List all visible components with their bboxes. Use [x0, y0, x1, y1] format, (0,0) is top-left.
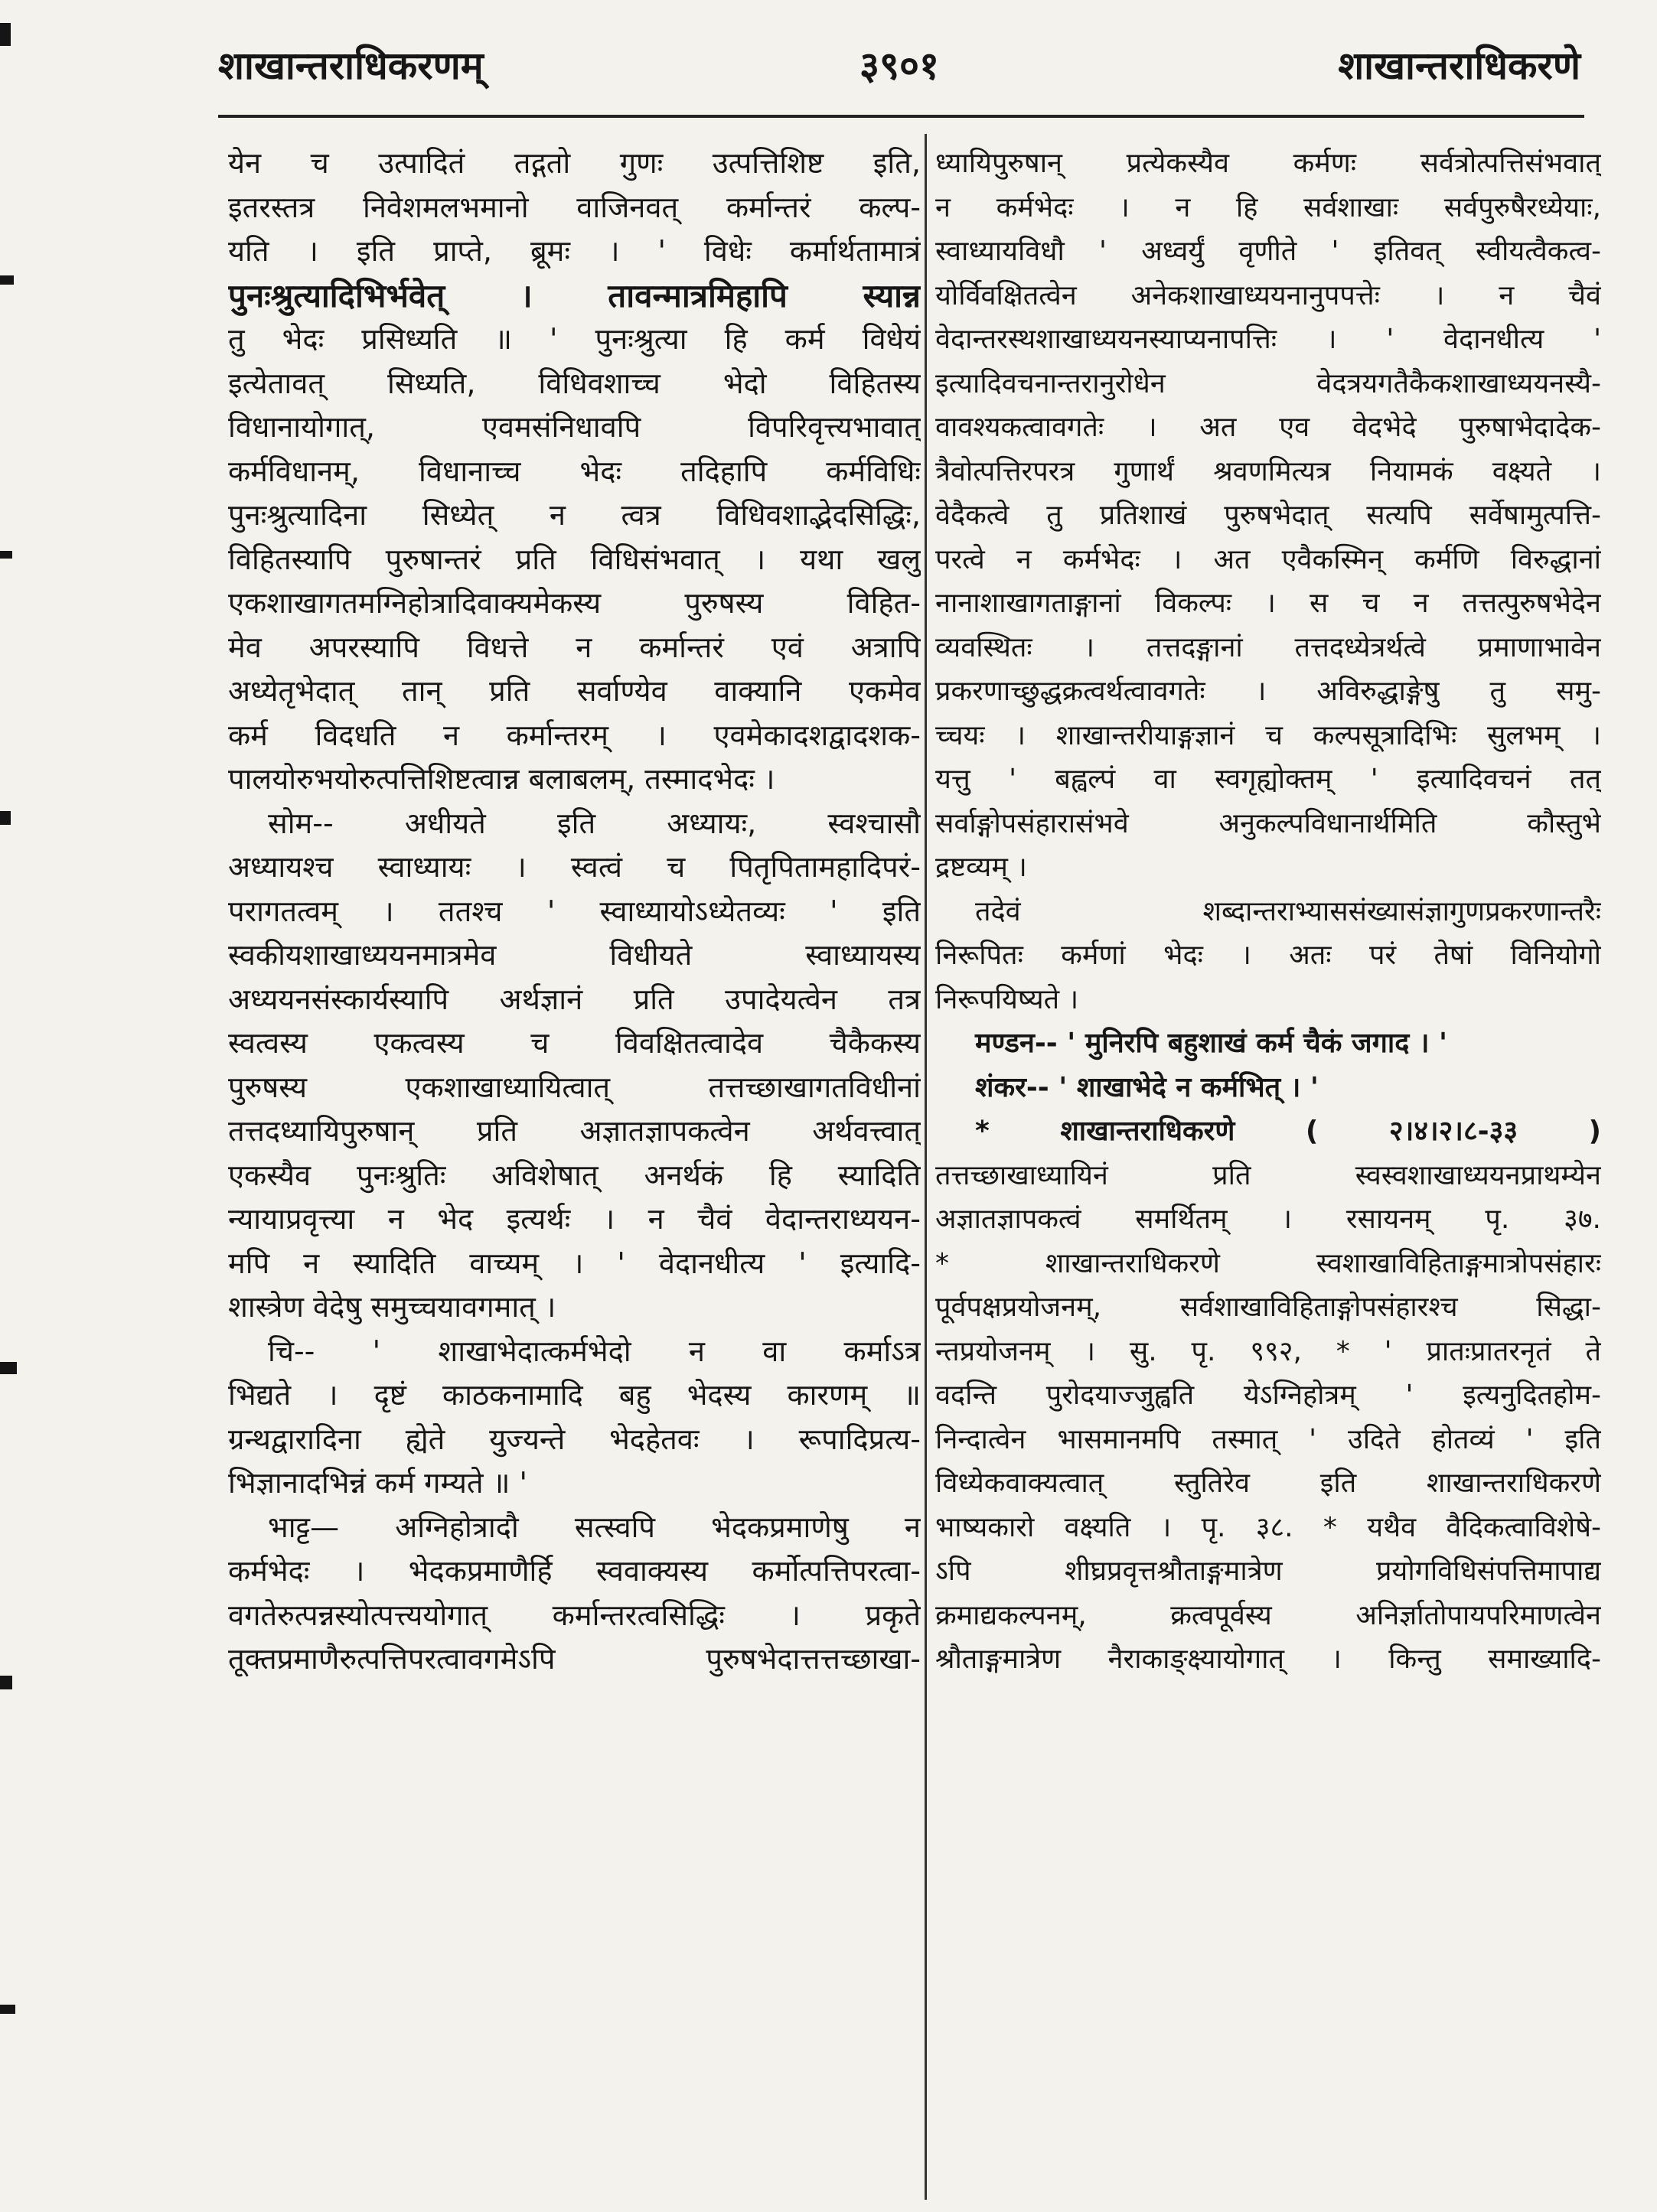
text-line: वेदान्तरस्थशाखाध्ययनस्याप्यनापत्तिः । ' वेदानधीत्य '	[935, 324, 1601, 355]
text-line: अध्यायश्च स्वाध्यायः । स्वत्वं च पितृपितामहादिपरं-	[228, 850, 921, 884]
text-line: यत्तु ' बह्वल्पं वा स्वगृह्योक्तम् ' इत्यादिवचनं तत्	[935, 764, 1601, 795]
text-line: द्रष्टव्यम् ।	[935, 852, 1027, 883]
text-line: चि-- ' शाखाभेदात्कर्मभेदो न वा कर्माऽत्र	[268, 1334, 921, 1368]
text-line: सर्वाङ्गोपसंहारासंभवे अनुकल्पविधानार्थमिति कौस्तुभे	[935, 807, 1601, 839]
scan-speck	[0, 1676, 12, 1689]
scan-speck	[0, 275, 14, 285]
text-line: कर्म विदधति न कर्मान्तरम् । एवमेकादशद्वादशक-	[228, 718, 921, 752]
text-line: निरूपयिष्यते ।	[935, 983, 1079, 1015]
text-line: भिज्ञानादभिन्नं कर्म गम्यते ॥ '	[228, 1466, 527, 1500]
text-line: अज्ञातज्ञापकत्वं समर्थितम् । रसायनम् पृ. ३७.	[935, 1204, 1601, 1235]
text-line: शंकर-- ' शाखाभेदे न कर्मभित् । '	[975, 1071, 1319, 1103]
text-line: योर्विवक्षितत्वेन अनेकशाखाध्ययनानुपपत्तेः । न चैवं	[935, 279, 1601, 311]
text-line: ऽपि शीघ्रप्रवृत्तश्रौताङ्गमात्रेण प्रयोगविधिसंपत्तिमापाद्य	[935, 1556, 1601, 1587]
text-line: तदेवं शब्दान्तराभ्याससंख्यासंज्ञागुणप्रकरणान्तरैः	[975, 895, 1601, 927]
scan-speck	[0, 1362, 17, 1374]
text-line: पूर्वपक्षप्रयोजनम्, सर्वशाखाविहिताङ्गोपसंहारश्च सिद्धा-	[935, 1292, 1601, 1323]
text-line: परागतत्वम् । ततश्च ' स्वाध्यायोऽध्येतव्यः ' इति	[228, 894, 921, 928]
text-line: च्चयः । शाखान्तरीयाङ्गज्ञानं च कल्पसूत्रादिभिः सुलभम् ।	[935, 719, 1601, 751]
header-rule	[218, 115, 1584, 118]
left-column	[228, 142, 921, 1682]
text-line: अध्येतृभेदात् तान् प्रति सर्वाण्येव वाक्यानि एकमेव	[228, 674, 921, 708]
text-line: वदन्ति पुरोदयाज्जुह्वति येऽग्निहोत्रम् ' इत्यनुदितहोम-	[935, 1380, 1601, 1411]
text-line: एकस्यैव पुनःश्रुतिः अविशेषात् अनर्थकं हि स्यादिति	[228, 1158, 921, 1192]
text-line: पालयोरुभयोरुत्पत्तिशिष्टत्वान्न बलाबलम्, तस्मादभेदः ।	[228, 762, 775, 796]
text-line: पुनःश्रुत्यादिना सिध्येत् न त्वत्र विधिवशाद्भेदसिद्धिः,	[228, 498, 921, 532]
text-line: नानाशाखागताङ्गानां विकल्पः । स च न तत्तत्पुरुषभेदेन	[935, 588, 1601, 619]
text-line: वेदैकत्वे तु प्रतिशाखं पुरुषभेदात् सत्यपि सर्वेषामुत्पत्ति-	[935, 500, 1601, 531]
text-line: निरूपितः कर्मणां भेदः । अतः परं तेषां विनियोगो	[935, 940, 1601, 971]
text-line: विहितस्यापि पुरुषान्तरं प्रति विधिसंभवात् । यथा खलु	[228, 542, 921, 576]
text-line: भाष्यकारो वक्ष्यति । पृ. ३८. * यथैव वैदिकत्वाविशेषे-	[935, 1511, 1601, 1543]
text-line: येन च उत्पादितं तद्गतो गुणः उत्पत्तिशिष्ट इति,	[228, 146, 921, 180]
text-line: क्रमाद्यकल्पनम्, क्रत्वपूर्वस्य अनिर्ज्ञातोपायपरिमाणत्वेन	[935, 1599, 1601, 1631]
text-line: एकशाखागतमग्निहोत्रादिवाक्यमेकस्य पुरुषस्य विहित-	[228, 586, 921, 620]
running-title-right: शाखान्तराधिकरणे	[1338, 44, 1580, 88]
text-line: भिद्यते । दृष्टं काठकनामादि बहु भेदस्य कारणम् ॥	[228, 1378, 921, 1412]
text-line: ग्रन्थद्वारादिना ह्येते युज्यन्ते भेदहेतवः । रूपादिप्रत्य-	[228, 1422, 921, 1456]
scan-speck	[0, 551, 12, 559]
section-heading: * शाखान्तराधिकरणे ( २।४।२।८-३३ )	[975, 1116, 1601, 1147]
text-line: तत्तदध्यायिपुरुषान् प्रति अज्ञातज्ञापकत्वेन अर्थवत्त्वात्	[228, 1114, 921, 1148]
text-line: स्वाध्यायविधौ ' अध्वर्युं वृणीते ' इतिवत् स्वीयत्वैकत्व-	[935, 236, 1601, 267]
text-line: इत्यादिवचनान्तरानुरोधेन वेदत्रयगतैकैकशाखाध्ययनस्यै-	[935, 367, 1601, 399]
text-line: पुनःश्रुत्यादिभिर्भवेत् । तावन्मात्रमिहापि स्यान्न	[228, 276, 921, 314]
text-line: स्वकीयशाखाध्ययनमात्रमेव विधीयते स्वाध्यायस्य	[228, 938, 921, 972]
text-line: * शाखान्तराधिकरणे स्वशाखाविहिताङ्गमात्रोपसंहारः	[935, 1247, 1601, 1279]
text-line: सोम-- अधीयते इति अध्यायः, स्वश्चासौ	[268, 806, 921, 840]
text-line: तूक्तप्रमाणैरुत्पत्तिपरत्वावगमेऽपि पुरुषभेदात्तत्तच्छाखा-	[228, 1642, 921, 1676]
page-header	[218, 38, 1580, 99]
text-line: वगतेरुत्पन्नस्योत्पत्त्ययोगात् कर्मान्तरत्वसिद्धिः । प्रकृते	[228, 1598, 921, 1632]
running-title-left: शाखान्तराधिकरणम्	[218, 44, 484, 88]
text-line: कर्मभेदः । भेदकप्रमाणैर्हि स्ववाक्यस्य कर्मोत्पत्तिपरत्वा-	[228, 1554, 921, 1588]
text-line: मपि न स्यादिति वाच्यम् । ' वेदानधीत्य ' इत्यादि-	[228, 1246, 921, 1280]
text-line: भाट्ट— अग्निहोत्रादौ सत्स्वपि भेदकप्रमाणेषु न	[268, 1510, 921, 1544]
text-line: न कर्मभेदः । न हि सर्वशाखाः सर्वपुरुषैरध्येयाः,	[935, 191, 1601, 223]
text-line: श्रौताङ्गमात्रेण नैराकाङ्क्ष्यायोगात् । किन्तु समाख्यादि-	[935, 1644, 1601, 1675]
text-line: न्तप्रयोजनम् । सु. पृ. ९९२, * ' प्रातःप्रातरनृतं ते	[935, 1335, 1601, 1367]
text-line: वावश्यकत्वावगतेः । अत एव वेदभेदे पुरुषाभेदादेक-	[935, 412, 1601, 443]
column-divider	[925, 134, 927, 2200]
text-line: इत्येतावत् सिध्यति, विधिवशाच्च भेदो विहितस्य	[228, 366, 921, 400]
scan-speck	[0, 811, 11, 825]
text-line: शास्त्रेण वेदेषु समुच्चयावगमात् ।	[228, 1290, 556, 1324]
scan-speck	[0, 23, 11, 46]
text-line: इतरस्तत्र निवेशमलभमानो वाजिनवत् कर्मान्तरं कल्प-	[228, 190, 921, 224]
text-line: यति । इति प्राप्ते, ब्रूमः । ' विधेः कर्मार्थतामात्रं	[228, 234, 921, 268]
text-line: मण्डन-- ' मुनिरपि बहुशाखं कर्म चैकं जगाद । '	[975, 1028, 1448, 1059]
text-line: निन्दात्वेन भासमानमपि तस्मात् ' उदिते होतव्यं ' इति	[935, 1423, 1601, 1455]
text-line: न्यायाप्रवृत्त्या न भेद इत्यर्थः । न चैवं वेदान्तराध्ययन-	[228, 1202, 921, 1236]
text-line: स्वत्वस्य एकत्वस्य च विवक्षितत्वादेव चैकैकस्य	[228, 1026, 921, 1060]
text-line: अध्ययनसंस्कार्यस्यापि अर्थज्ञानं प्रति उपादेयत्वेन तत्र	[228, 982, 921, 1016]
text-line: विध्येकवाक्यत्वात् स्तुतिरेव इति शाखान्तराधिकरणे	[935, 1468, 1601, 1499]
text-line: तत्तच्छाखाध्यायिनं प्रति स्वस्वशाखाध्ययनप्राथम्येन	[935, 1159, 1601, 1191]
text-line: तु भेदः प्रसिध्यति ॥ ' पुनःश्रुत्या हि कर्म विधेयं	[228, 322, 921, 356]
scan-speck	[0, 2005, 15, 2014]
text-line: ध्यायिपुरुषान् प्रत्येकस्यैव कर्मणः सर्वत्रोत्पत्तिसंभवात्	[935, 148, 1601, 179]
text-line: परत्वे न कर्मभेदः । अत एवैकस्मिन् कर्मणि विरुद्धानां	[935, 543, 1601, 575]
text-line: पुरुषस्य एकशाखाध्यायित्वात् तत्तच्छाखागतविधीनां	[228, 1070, 921, 1104]
right-column	[935, 142, 1601, 1682]
text-line: व्यवस्थितः । तत्तदङ्गानां तत्तदध्येत्रर्थत्वे प्रमाणाभावेन	[935, 631, 1601, 663]
text-line: मेव अपरस्यापि विधत्ते न कर्मान्तरं एवं अत्रापि	[228, 630, 921, 664]
text-line: त्रैवोत्पत्तिरपरत्र गुणार्थं श्रवणमित्यत्र नियामकं वक्ष्यते ।	[935, 455, 1601, 487]
text-line: प्रकरणाच्छुद्धक्रत्वर्थत्वावगतेः । अविरुद्धाङ्गेषु तु समु-	[935, 676, 1601, 707]
text-line: विधानायोगात्, एवमसंनिधावपि विपरिवृत्त्यभावात्	[228, 410, 921, 444]
text-line: कर्मविधानम्, विधानाच्च भेदः तदिहापि कर्मविधिः	[228, 454, 921, 488]
page-number: ३९०१	[859, 44, 939, 88]
